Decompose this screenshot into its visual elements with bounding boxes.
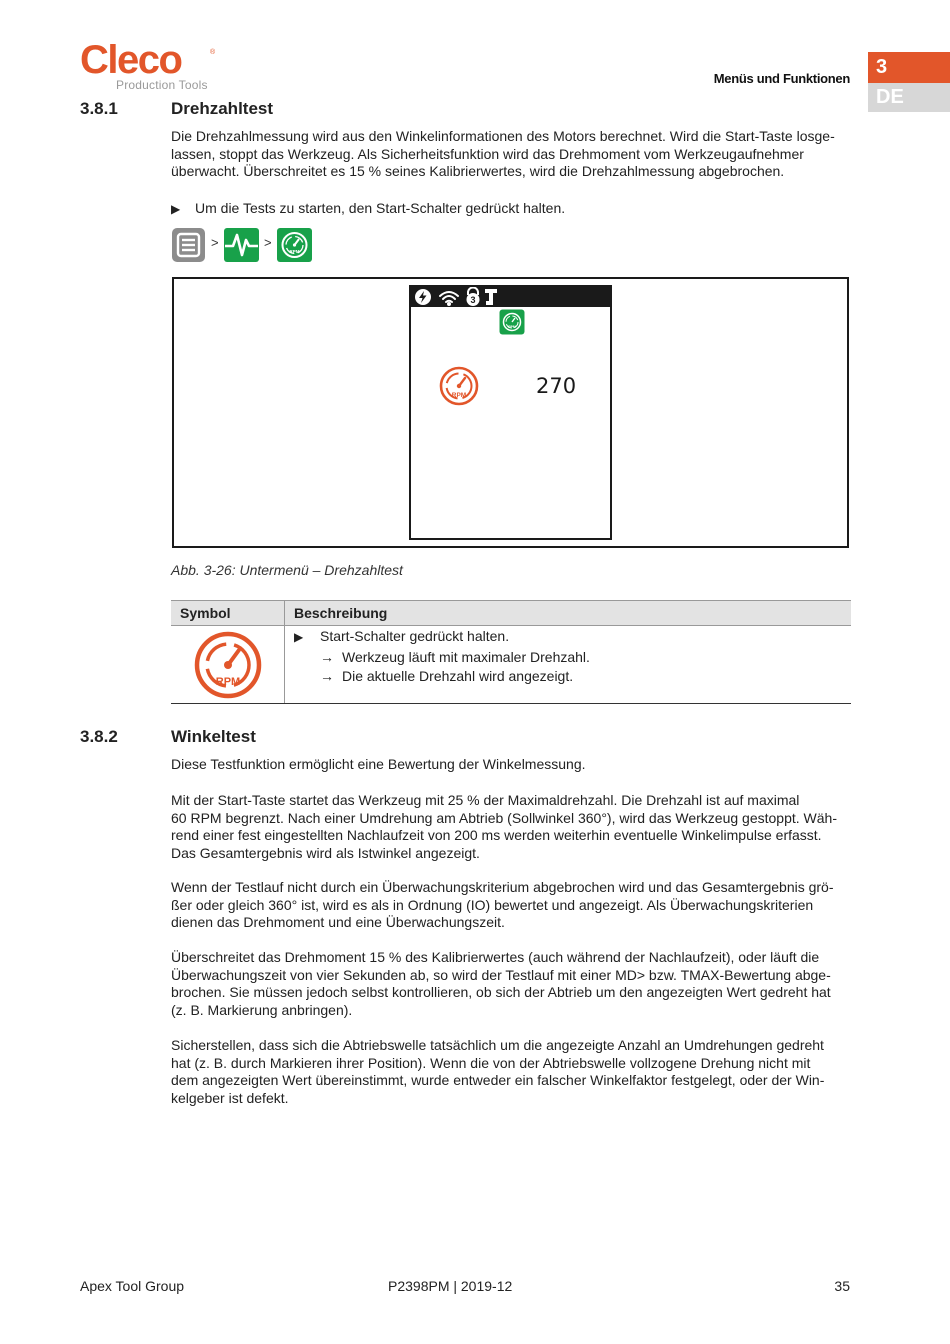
section-paragraph [171, 792, 851, 862]
symbol-table [171, 600, 851, 704]
paragraph-line: dienen das Drehmoment und eine Überwachungszeit. [171, 914, 505, 930]
device-display [409, 285, 612, 540]
desc-step-text: Start-Schalter gedrückt halten. [320, 628, 510, 644]
step-triangle-icon: ▶ [294, 630, 304, 644]
section-title: Winkeltest [171, 727, 256, 746]
nav-separator: > [264, 235, 272, 250]
figure-caption: Abb. 3-26: Untermenü – Drehzahltest [171, 562, 403, 578]
paragraph-line: hat (z. B. durch Markieren ihrer Position). Wenn die von der Abtriebswelle vollzogene Drehung nicht mit [171, 1054, 811, 1071]
desc-result [294, 648, 851, 668]
rpm-gauge-icon [276, 227, 313, 263]
chapter-title: Menüs und Funktionen [713, 71, 850, 86]
section-paragraph [171, 128, 851, 181]
paragraph-line: überwacht. Überschreitet es 15 % seines Kalibrierwertes, wird die Drehzahlmessung abgebrochen. [171, 163, 785, 179]
svg-text:3: 3 [470, 295, 476, 305]
brand-logo: Cleco [80, 38, 182, 82]
rpm-value: 270 [536, 374, 577, 398]
tool-icon [485, 289, 497, 305]
nav-separator: > [211, 235, 219, 250]
language-tab: DE [868, 83, 950, 112]
paragraph-line: Sicherstellen, dass sich die Abtriebswelle tatsächlich um die angezeigte Anzahl an Umdrehungen gedreht [171, 1037, 824, 1053]
paragraph-line: lassen, stoppt das Werkzeug. Als Sicherheitsfunktion wird das Drehmoment vom Werkzeugaufnehmer [171, 145, 804, 162]
rpm-icon-text: RPM [451, 392, 467, 399]
paragraph-line: Überschreitet das Drehmoment 15 % des Kalibrierwertes (auch während der Nachlaufzeit), oder läuft die [171, 949, 820, 965]
result-arrow: → [320, 648, 334, 665]
svg-text:RPM: RPM [289, 249, 300, 254]
paragraph-line: kelgeber ist defekt. [171, 1089, 289, 1106]
paragraph-line: Überwachungszeit von vier Sekunden ab, so wird der Testlauf mit einer MD> bzw. TMAX-Bewertung abge- [171, 966, 831, 983]
rpm-mode-icon [499, 309, 525, 335]
brand-subtitle: Production Tools [116, 78, 208, 92]
paragraph-line: Mit der Start-Taste startet das Werkzeug mit 25 % der Maximaldrehzahl. Die Drehzahl ist auf maximal [171, 792, 800, 808]
lock-3-icon [467, 288, 480, 307]
table-cell-symbol [171, 626, 285, 704]
rpm-gauge-orange-icon [439, 366, 479, 406]
step-triangle-icon: ▶ [171, 202, 181, 216]
paragraph-line: Wenn der Testlauf nicht durch ein Überwachungskriterium abgebrochen wird und das Gesamtergebnis grö- [171, 879, 834, 895]
page-number: 35 [834, 1278, 850, 1294]
desc-result [294, 667, 851, 687]
instruction-text: Um die Tests zu starten, den Start-Schalter gedrückt halten. [195, 200, 566, 216]
section-number: 3.8.1 [80, 99, 118, 118]
svg-text:RPM: RPM [508, 325, 516, 329]
menu-list-icon [171, 227, 206, 263]
paragraph-line: (z. B. Markierung anbringen). [171, 1001, 353, 1018]
desc-result-text: Werkzeug läuft mit maximaler Drehzahl. [342, 648, 590, 665]
footer-company: Apex Tool Group [80, 1278, 185, 1294]
status-bar [411, 287, 610, 307]
section-title: Drehzahltest [171, 99, 274, 118]
rpm-large-text: RPM [215, 676, 240, 688]
table-header-symbol: Symbol [171, 601, 285, 626]
lightning-icon [415, 289, 431, 305]
pulse-test-icon [223, 227, 260, 263]
paragraph-line: Die Drehzahlmessung wird aus den Winkelinformationen des Motors berechnet. Wird die Start-Taste losge- [171, 128, 835, 144]
section-paragraph [171, 1037, 851, 1107]
desc-result-text: Die aktuelle Drehzahl wird angezeigt. [342, 668, 574, 684]
chapter-number-tab: 3 [868, 52, 950, 83]
brand-registered-mark: ® [210, 49, 216, 56]
instruction-step [171, 200, 565, 216]
table-header-description: Beschreibung [285, 601, 852, 626]
paragraph-line: rend einer fest eingestellten Nachlaufzeit von 200 ms werden weiterhin eventuelle Winkelimpulse erfasst. [171, 827, 822, 843]
paragraph-line: 60 RPM begrenzt. Nach einer Umdrehung am Abtrieb (Sollwinkel 360°), wird das Werkzeug gestoppt. Wäh- [171, 809, 837, 826]
section-paragraph [171, 949, 851, 1019]
section-paragraph [171, 879, 851, 932]
section-paragraph [171, 756, 851, 774]
footer-doc-id: P2398PM | 2019-12 [388, 1278, 513, 1294]
paragraph-line: ßer oder gleich 360° ist, wird es als in Ordnung (IO) bewertet und angezeigt. Als Überwachungskriterien [171, 896, 814, 913]
desc-step [294, 627, 851, 648]
paragraph-line: Diese Testfunktion ermöglicht eine Bewertung der Winkelmessung. [171, 756, 586, 772]
table-header-row [171, 601, 851, 626]
paragraph-line: Das Gesamtergebnis wird als Istwinkel angezeigt. [171, 844, 480, 861]
result-arrow: → [320, 668, 334, 684]
table-row [171, 626, 851, 704]
section-number: 3.8.2 [80, 727, 118, 746]
wifi-icon [440, 292, 458, 305]
table-cell-description [285, 626, 852, 704]
rpm-gauge-large-icon [193, 630, 263, 700]
paragraph-line: brochen. Sie müssen jedoch selbst kontrollieren, ob sich der Abtrieb um den angezeigten Wert gedreht hat [171, 984, 831, 1000]
paragraph-line: dem angezeigten Wert übereinstimmt, wurde entweder ein falscher Winkelfaktor festgelegt, oder der Win- [171, 1072, 825, 1088]
